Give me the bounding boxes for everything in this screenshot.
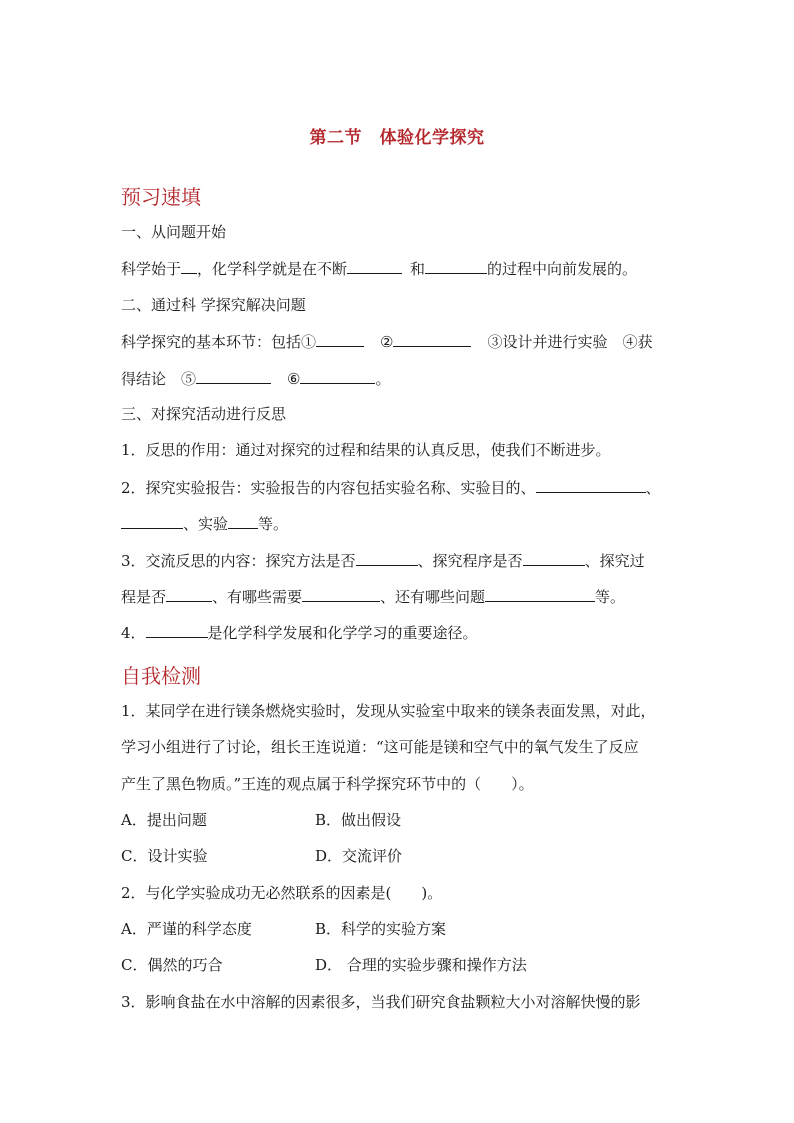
problem-3: 3．影响食盐在水中溶解的因素很多，当我们研究食盐颗粒大小对溶解快慢的影: [121, 993, 641, 1011]
blank[interactable]: [356, 550, 418, 566]
problem-1-line-2: 学习小组进行了讨论，组长王连说道：“这可能是镁和空气中的氧气发生了反应: [121, 738, 639, 756]
problem-1-options-ab: [121, 810, 681, 830]
question-3-line-2: 程是否 、有哪些需要 、还有哪些问题 等。: [121, 588, 626, 606]
question-4: 4． 是化学科学发展和化学学习的重要途径。: [121, 624, 478, 642]
heading-solve-problem: 二、通过科 学探究解决问题: [121, 296, 306, 314]
fill-line-2: 科学探究的基本环节：包括① ② ③设计并进行实验 ④获: [121, 333, 653, 351]
problem-2: 2．与化学实验成功无必然联系的因素是( )。: [121, 884, 443, 902]
fill-line-1: 科学始于 ，化学科学就是在不断 和 的过程中向前发展的。: [121, 260, 638, 278]
blank[interactable]: [300, 368, 375, 384]
blank[interactable]: [302, 586, 380, 602]
blank[interactable]: [485, 586, 595, 602]
blank[interactable]: [166, 586, 212, 602]
blank[interactable]: [536, 477, 646, 493]
option-c[interactable]: C．偶然的巧合: [121, 956, 223, 974]
blank[interactable]: [523, 550, 585, 566]
heading-from-question: 一、从问题开始: [121, 223, 227, 241]
problem-1-line-1: 1．某同学在进行镁条燃烧实验时，发现从实验室中取来的镁条表面发黑，对此，: [121, 702, 656, 720]
blank[interactable]: [425, 258, 487, 274]
blank[interactable]: [196, 368, 271, 384]
blank[interactable]: [121, 513, 183, 529]
option-b[interactable]: B．做出假设: [315, 811, 402, 829]
problem-1-line-3: 产生了黑色物质。”王连的观点属于科学探究环节中的（ ）。: [121, 775, 534, 793]
heading-reflection: 三、对探究活动进行反思: [121, 405, 287, 423]
blank[interactable]: [316, 331, 364, 347]
option-a[interactable]: A．提出问题: [121, 811, 207, 829]
option-d[interactable]: D． 合理的实验步骤和操作方法: [315, 956, 527, 974]
section-heading-selfcheck: 自我检测: [121, 664, 201, 688]
page-title: 第二节 体验化学探究: [309, 128, 485, 148]
blank[interactable]: [347, 258, 402, 274]
blank[interactable]: [393, 331, 471, 347]
question-2-line-1: 2．探究实验报告：实验报告的内容包括实验名称、实验目的、 、: [121, 479, 661, 497]
blank[interactable]: [228, 513, 258, 529]
option-b[interactable]: B．科学的实验方案: [315, 920, 447, 938]
blank[interactable]: [181, 258, 197, 274]
option-c[interactable]: C．设计实验: [121, 847, 208, 865]
fill-line-3: 得结论 ⑤ ⑥ 。: [121, 370, 391, 388]
problem-2-options-cd: [121, 955, 681, 975]
question-3-line-1: 3．交流反思的内容：探究方法是否 、探究程序是否 、探究过: [121, 552, 645, 570]
blank[interactable]: [146, 622, 208, 638]
question-2-line-2: 、实验 等。: [121, 513, 288, 534]
problem-2-options-ab: [121, 919, 681, 939]
question-1: 1．反思的作用：通过对探究的过程和结果的认真反思，使我们不断进步。: [121, 441, 611, 459]
option-d[interactable]: D．交流评价: [315, 847, 403, 865]
problem-1-options-cd: [121, 846, 681, 866]
section-heading-preview: 预习速填: [121, 185, 201, 209]
option-a[interactable]: A．严谨的科学态度: [121, 920, 252, 938]
